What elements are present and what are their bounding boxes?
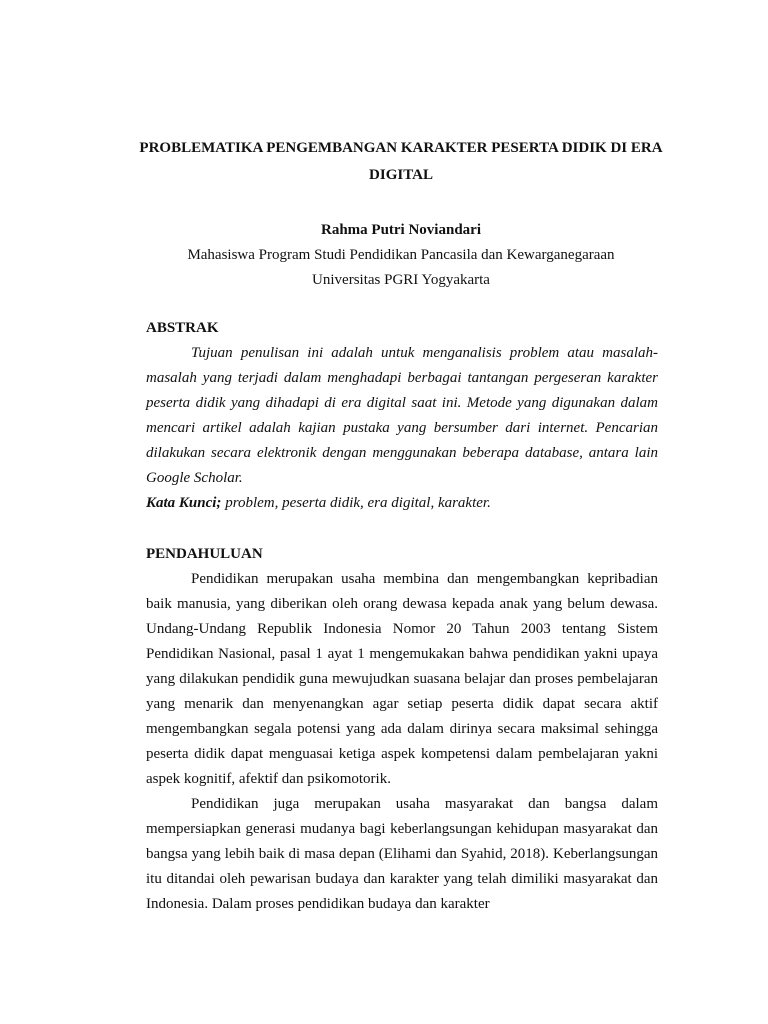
affiliation-university: Universitas PGRI Yogyakarta	[312, 272, 490, 288]
author-block	[130, 218, 672, 293]
introduction-section	[146, 542, 658, 917]
abstract-section	[146, 316, 658, 516]
affiliation-program: Mahasiswa Program Studi Pendidikan Pancasila dan Kewarganegaraan	[187, 247, 615, 263]
intro-paragraph-2: Pendidikan juga merupakan usaha masyarakat dan bangsa dalam mempersiapkan generasi mudanya bagi keberlangsungan kehidupan masyarakat dan bangsa yang lebih baik di masa depan (Elihami dan Syahid, 2018). Keberlangsungan itu ditandai oleh pewarisan budaya dan karakter yang telah dimiliki masyarakat dan Indonesia. Dalam proses pendidikan budaya dan karakter	[146, 796, 658, 912]
paper-title: PROBLEMATIKA PENGEMBANGAN KARAKTER PESERTA DIDIK DI ERA DIGITAL	[139, 140, 663, 183]
author-name: Rahma Putri Noviandari	[320, 222, 481, 238]
keywords-line	[146, 491, 658, 516]
intro-paragraph-1: Pendidikan merupakan usaha membina dan mengembangkan kepribadian baik manusia, yang diberikan oleh orang dewasa kepada anak yang belum dewasa. Undang-Undang Republik Indonesia Nomor 20 Tahun 2003 tentang Sistem Pendidikan Nasional, pasal 1 ayat 1 mengemukakan bahwa pendidikan yakni upaya yang dilakukan pendidik guna mewujudkan suasana belajar dan proses pembelajaran yang menarik dan menyenangkan agar setiap peserta didik dapat secara aktif mengembangkan segala potensi yang ada dalam dirinya secara maksimal sehingga peserta didik dapat menguasai ketiga aspek kompetensi dalam pembelajaran yakni aspek kognitif, afektif dan psikomotorik.	[146, 571, 658, 787]
keywords-list: problem, peserta didik, era digital, karakter.	[221, 495, 491, 511]
abstract-text: Tujuan penulisan ini adalah untuk menganalisis problem atau masalah-masalah yang terjadi dalam menghadapi berbagai tantangan pergeseran karakter peserta didik yang dihadapi di era digital saat ini. Metode yang digunakan dalam mencari artikel adalah kajian pustaka yang bersumber dari internet. Pencarian dilakukan secara elektronik dengan menggunakan beberapa database, antara lain Google Scholar.	[146, 345, 658, 486]
abstract-heading: ABSTRAK	[146, 320, 219, 336]
introduction-heading: PENDAHULUAN	[146, 546, 263, 562]
keywords-label: Kata Kunci;	[146, 495, 222, 511]
